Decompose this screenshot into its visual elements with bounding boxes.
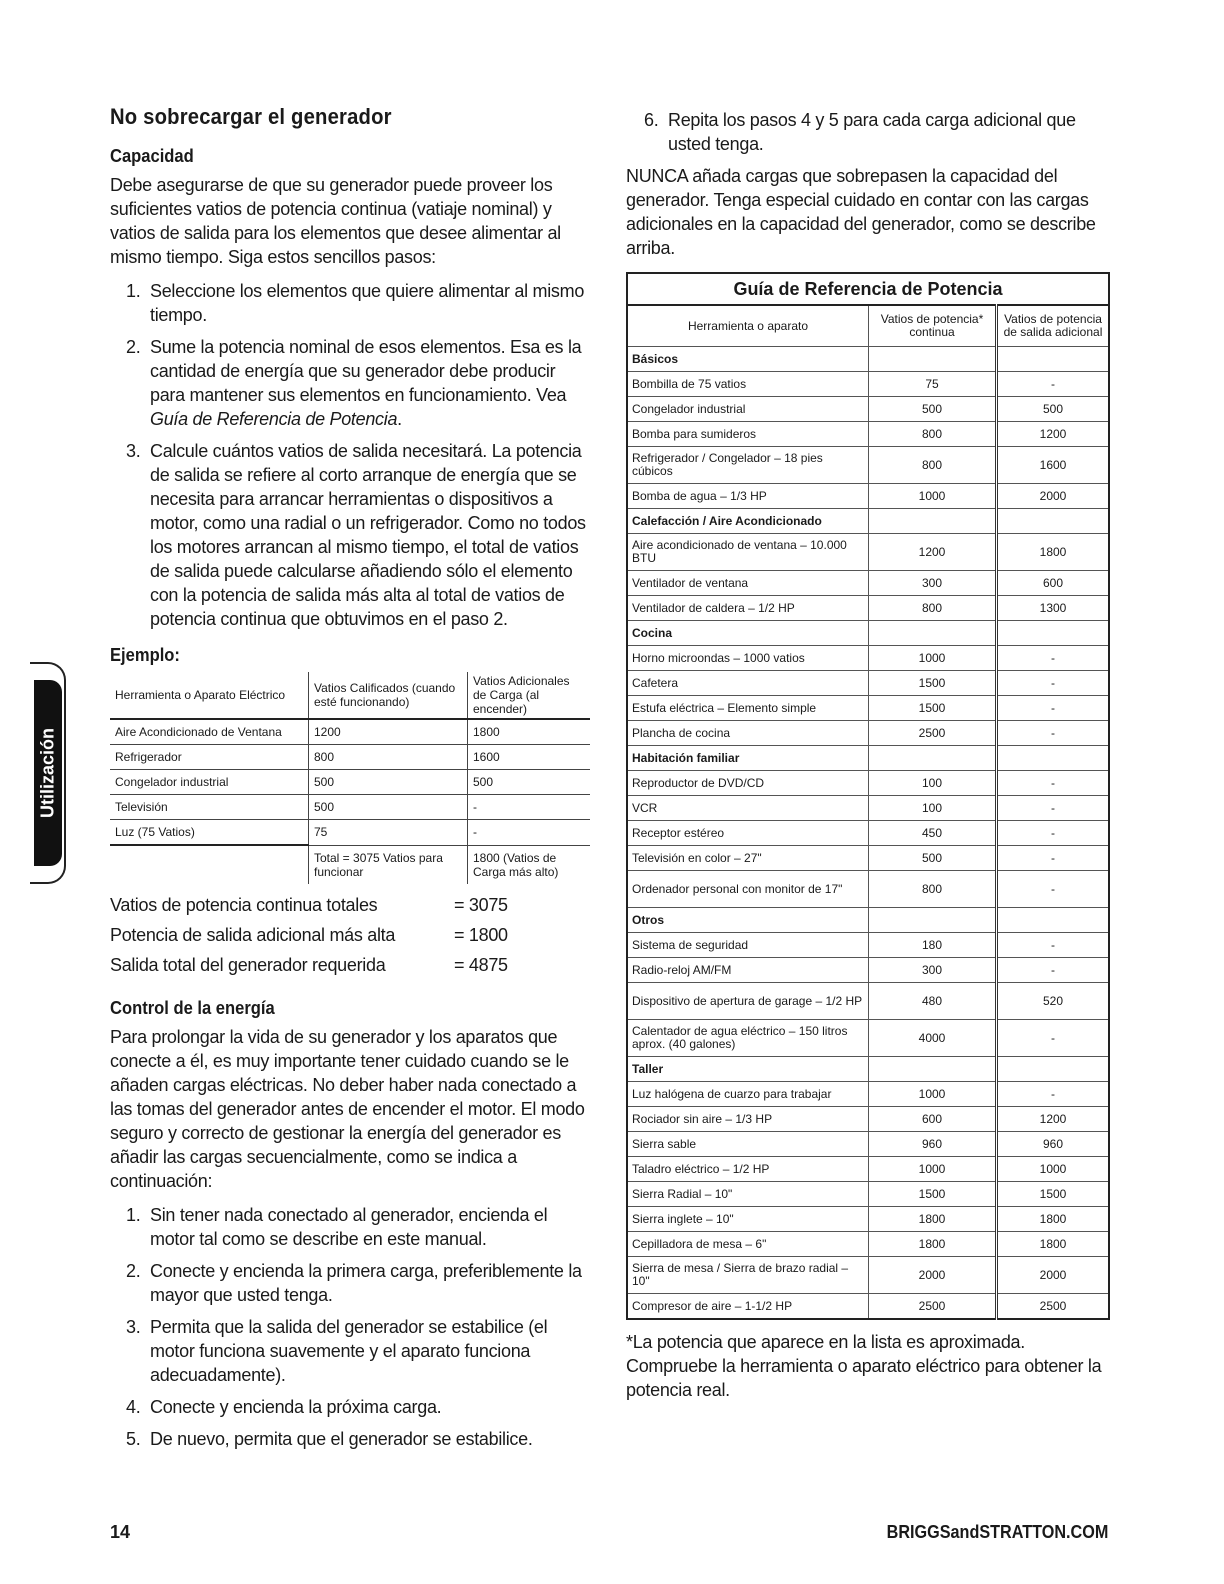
category-row bbox=[627, 621, 1109, 646]
starting-watts: 1800 bbox=[997, 1232, 1110, 1257]
control-steps bbox=[110, 1203, 590, 1451]
category-label: Taller bbox=[627, 1057, 869, 1082]
appliance-name: Sierra Radial – 10" bbox=[627, 1182, 869, 1207]
appliance-name: Receptor estéreo bbox=[627, 821, 869, 846]
category-label: Básicos bbox=[627, 347, 869, 372]
control-title: Control de la energía bbox=[110, 998, 275, 1018]
table-row bbox=[627, 1207, 1109, 1232]
starting-watts: - bbox=[997, 871, 1110, 908]
control-step: 5. De nuevo, permita que el generador se estabilice. bbox=[126, 1429, 533, 1449]
category-row bbox=[627, 746, 1109, 771]
appliance-name: Luz halógena de cuarzo para trabajar bbox=[627, 1082, 869, 1107]
capacidad-step: 3. Calcule cuántos vatios de salida necesitará. La potencia de salida se refiere al corto arranque de energía que se necesita para arrancar herramientas o dispositivos a motor, como una radial o un refrigerador. Como no todos los motores arrancan al mismo tiempo, el total de vatios de salida puede calcularse añadiendo sólo el elemento con la potencia de salida más alta al total de vatios de potencia continua que obtuvimos en el paso 2. bbox=[126, 441, 586, 629]
running-watts: 480 bbox=[869, 983, 997, 1020]
control-intro: Para prolongar la vida de su generador y los aparatos que conecte a él, es muy importante tener cuidado cuando se le añaden cargas eléctricas. No deber haber nada conectado a las tomas del generador antes de encender el motor. El modo seguro y correcto de gestionar la energía del generador es añadir las cargas secuencialmente, como se indica a continuación: bbox=[110, 1027, 585, 1191]
running-watts: 4000 bbox=[869, 1020, 997, 1057]
starting-watts: - bbox=[997, 771, 1110, 796]
table-row bbox=[627, 1257, 1109, 1294]
table-total-row: Total = 3075 Vatios para funcionar 1800 (Vatios de Carga más alto) bbox=[110, 845, 590, 884]
appliance-name: Congelador industrial bbox=[627, 397, 869, 422]
appliance-name: Sistema de seguridad bbox=[627, 933, 869, 958]
footer-url: BRIGGSandSTRATTON.COM bbox=[886, 1522, 1108, 1542]
starting-watts: - bbox=[997, 646, 1110, 671]
running-watts: 800 bbox=[869, 422, 997, 447]
running-watts: 2500 bbox=[869, 1294, 997, 1320]
running-watts: 500 bbox=[869, 846, 997, 871]
table-row bbox=[627, 646, 1109, 671]
running-watts: 1500 bbox=[869, 696, 997, 721]
footnote: *La potencia que aparece en la lista es aproximada. Compruebe la herramienta o aparato eléctrico para obtener la potencia real. bbox=[626, 1332, 1102, 1400]
starting-watts: - bbox=[997, 846, 1110, 871]
section-tab bbox=[30, 662, 66, 884]
starting-watts: 2000 bbox=[997, 484, 1110, 509]
reference-table-title-row bbox=[627, 273, 1109, 305]
totals-summary bbox=[110, 890, 590, 980]
control-step: 6. Repita los pasos 4 y 5 para cada carga adicional que usted tenga. bbox=[644, 110, 1076, 154]
appliance-name: Rociador sin aire – 1/3 HP bbox=[627, 1107, 869, 1132]
starting-watts: 500 bbox=[997, 397, 1110, 422]
appliance-name: Bombilla de 75 vatios bbox=[627, 372, 869, 397]
table-row bbox=[627, 447, 1109, 484]
category-label: Habitación familiar bbox=[627, 746, 869, 771]
header-cell: Herramienta o aparato bbox=[627, 305, 869, 347]
running-watts: 450 bbox=[869, 821, 997, 846]
appliance-name: Plancha de cocina bbox=[627, 721, 869, 746]
starting-watts: 600 bbox=[997, 571, 1110, 596]
header-cell: Vatios de potencia* continua bbox=[869, 305, 997, 347]
ejemplo-title: Ejemplo: bbox=[110, 645, 180, 665]
control-step: 1. Sin tener nada conectado al generador, encienda el motor tal como se describe en este manual. bbox=[126, 1205, 548, 1249]
table-row bbox=[627, 846, 1109, 871]
table-row bbox=[627, 933, 1109, 958]
category-label: Cocina bbox=[627, 621, 869, 646]
table-row bbox=[627, 571, 1109, 596]
table-row bbox=[627, 422, 1109, 447]
appliance-name: Dispositivo de apertura de garage – 1/2 HP bbox=[627, 983, 869, 1020]
running-watts: 1000 bbox=[869, 646, 997, 671]
starting-watts: 1500 bbox=[997, 1182, 1110, 1207]
running-watts: 100 bbox=[869, 796, 997, 821]
appliance-name: Estufa eléctrica – Elemento simple bbox=[627, 696, 869, 721]
category-row bbox=[627, 908, 1109, 933]
table-row bbox=[627, 671, 1109, 696]
table-row bbox=[627, 796, 1109, 821]
overload-warning: NUNCA añada cargas que sobrepasen la capacidad del generador. Tenga especial cuidado en contar con las cargas adicionales en la capacidad del generador, como se describe arriba. bbox=[626, 166, 1096, 258]
table-row bbox=[627, 372, 1109, 397]
starting-watts: 2500 bbox=[997, 1294, 1110, 1320]
running-watts: 180 bbox=[869, 933, 997, 958]
table-row bbox=[627, 871, 1109, 908]
running-watts: 2000 bbox=[869, 1257, 997, 1294]
table-row bbox=[627, 484, 1109, 509]
starting-watts: 2000 bbox=[997, 1257, 1110, 1294]
page-heading: No sobrecargar el generador bbox=[110, 104, 392, 129]
category-row bbox=[627, 509, 1109, 534]
right-column bbox=[626, 104, 1110, 1412]
appliance-name: Ordenador personal con monitor de 17" bbox=[627, 871, 869, 908]
reference-table bbox=[626, 272, 1110, 1320]
capacidad-title: Capacidad bbox=[110, 146, 194, 166]
category-row bbox=[627, 1057, 1109, 1082]
starting-watts: 1000 bbox=[997, 1157, 1110, 1182]
running-watts: 960 bbox=[869, 1132, 997, 1157]
table-row bbox=[627, 958, 1109, 983]
appliance-name: Televisión en color – 27" bbox=[627, 846, 869, 871]
header-cell: Vatios de potencia de salida adicional bbox=[997, 305, 1110, 347]
running-watts: 1200 bbox=[869, 534, 997, 571]
example-table-header bbox=[110, 672, 590, 719]
starting-watts: 1800 bbox=[997, 1207, 1110, 1232]
appliance-name: Ventilador de caldera – 1/2 HP bbox=[627, 596, 869, 621]
section-tab-fill bbox=[34, 680, 62, 866]
appliance-name: Bomba para sumideros bbox=[627, 422, 869, 447]
starting-watts: - bbox=[997, 821, 1110, 846]
appliance-name: Refrigerador / Congelador – 18 pies cúbicos bbox=[627, 447, 869, 484]
running-watts: 800 bbox=[869, 596, 997, 621]
starting-watts: - bbox=[997, 933, 1110, 958]
table-row: Refrigerador 800 1600 bbox=[110, 745, 590, 770]
capacidad-steps bbox=[110, 279, 590, 631]
starting-watts: - bbox=[997, 1020, 1110, 1057]
starting-watts: - bbox=[997, 1082, 1110, 1107]
table-row bbox=[627, 771, 1109, 796]
running-watts: 300 bbox=[869, 958, 997, 983]
reference-table-header bbox=[627, 305, 1109, 347]
running-watts: 100 bbox=[869, 771, 997, 796]
totals-row: Potencia de salida adicional más alta = 1800 bbox=[110, 925, 508, 945]
capacidad-step: 2. Sume la potencia nominal de esos elementos. Esa es la cantidad de energía que su generador debe producir para mantener sus elementos en funcionamiento. Vea Guía de Referencia de Potencia. bbox=[126, 337, 582, 429]
table-row bbox=[627, 1232, 1109, 1257]
totals-row: Salida total del generador requerida = 4875 bbox=[110, 955, 508, 975]
appliance-name: Cepilladora de mesa – 6" bbox=[627, 1232, 869, 1257]
category-label: Calefacción / Aire Acondicionado bbox=[627, 509, 869, 534]
category-row bbox=[627, 347, 1109, 372]
table-row: Luz (75 Vatios) 75 - bbox=[110, 820, 590, 846]
starting-watts: - bbox=[997, 721, 1110, 746]
table-row bbox=[627, 696, 1109, 721]
appliance-name: Horno microondas – 1000 vatios bbox=[627, 646, 869, 671]
starting-watts: 520 bbox=[997, 983, 1110, 1020]
starting-watts: 1200 bbox=[997, 422, 1110, 447]
running-watts: 300 bbox=[869, 571, 997, 596]
starting-watts: 1300 bbox=[997, 596, 1110, 621]
table-row bbox=[627, 721, 1109, 746]
starting-watts: 1200 bbox=[997, 1107, 1110, 1132]
starting-watts: 1800 bbox=[997, 534, 1110, 571]
table-row bbox=[627, 1107, 1109, 1132]
running-watts: 800 bbox=[869, 447, 997, 484]
table-row bbox=[627, 596, 1109, 621]
appliance-name: Sierra sable bbox=[627, 1132, 869, 1157]
running-watts: 1500 bbox=[869, 1182, 997, 1207]
appliance-name: Taladro eléctrico – 1/2 HP bbox=[627, 1157, 869, 1182]
appliance-name: VCR bbox=[627, 796, 869, 821]
header-cell: Herramienta o Aparato Eléctrico bbox=[110, 672, 309, 719]
reference-table-title: Guía de Referencia de Potencia bbox=[627, 273, 1109, 305]
capacidad-step: 1. Seleccione los elementos que quiere alimentar al mismo tiempo. bbox=[126, 281, 585, 325]
running-watts: 500 bbox=[869, 397, 997, 422]
running-watts: 1000 bbox=[869, 484, 997, 509]
appliance-name: Cafetera bbox=[627, 671, 869, 696]
running-watts: 1000 bbox=[869, 1082, 997, 1107]
capacidad-intro: Debe asegurarse de que su generador puede proveer los suficientes vatios de potencia continua (vatiaje nominal) y vatios de salida para los elementos que desee alimentar al mismo tiempo. Siga estos sencillos pasos: bbox=[110, 175, 561, 267]
running-watts: 1500 bbox=[869, 671, 997, 696]
table-row: Televisión 500 - bbox=[110, 795, 590, 820]
totals-row: Vatios de potencia continua totales = 3075 bbox=[110, 895, 508, 915]
section-tab-label: Utilización bbox=[37, 727, 58, 819]
page-number: 14 bbox=[110, 1522, 131, 1542]
running-watts: 600 bbox=[869, 1107, 997, 1132]
table-row bbox=[627, 1132, 1109, 1157]
left-column bbox=[110, 104, 590, 1459]
running-watts: 1800 bbox=[869, 1207, 997, 1232]
control-step: 4. Conecte y encienda la próxima carga. bbox=[126, 1397, 442, 1417]
running-watts: 2500 bbox=[869, 721, 997, 746]
control-step: 2. Conecte y encienda la primera carga, preferiblemente la mayor que usted tenga. bbox=[126, 1261, 582, 1305]
starting-watts: - bbox=[997, 958, 1110, 983]
appliance-name: Ventilador de ventana bbox=[627, 571, 869, 596]
table-row: Congelador industrial 500 500 bbox=[110, 770, 590, 795]
header-cell: Vatios Adicionales de Carga (al encender) bbox=[468, 672, 591, 719]
appliance-name: Aire acondicionado de ventana – 10.000 BTU bbox=[627, 534, 869, 571]
appliance-name: Calentador de agua eléctrico – 150 litros aprox. (40 galones) bbox=[627, 1020, 869, 1057]
appliance-name: Sierra de mesa / Sierra de brazo radial – 10" bbox=[627, 1257, 869, 1294]
table-row bbox=[627, 397, 1109, 422]
control-steps-continued bbox=[626, 108, 1110, 156]
example-table bbox=[110, 672, 590, 884]
table-row bbox=[627, 1294, 1109, 1320]
running-watts: 1800 bbox=[869, 1232, 997, 1257]
starting-watts: - bbox=[997, 671, 1110, 696]
table-row: Aire Acondicionado de Ventana 1200 1800 bbox=[110, 719, 590, 745]
table-row bbox=[627, 1082, 1109, 1107]
starting-watts: 960 bbox=[997, 1132, 1110, 1157]
starting-watts: 1600 bbox=[997, 447, 1110, 484]
starting-watts: - bbox=[997, 696, 1110, 721]
control-step: 3. Permita que la salida del generador se estabilice (el motor funciona suavemente y el aparato funciona adecuadamente). bbox=[126, 1317, 548, 1385]
starting-watts: - bbox=[997, 796, 1110, 821]
table-row bbox=[627, 821, 1109, 846]
table-row bbox=[627, 1020, 1109, 1057]
running-watts: 75 bbox=[869, 372, 997, 397]
appliance-name: Sierra inglete – 10" bbox=[627, 1207, 869, 1232]
starting-watts: - bbox=[997, 372, 1110, 397]
table-row bbox=[627, 1182, 1109, 1207]
running-watts: 1000 bbox=[869, 1157, 997, 1182]
appliance-name: Compresor de aire – 1-1/2 HP bbox=[627, 1294, 869, 1320]
appliance-name: Radio-reloj AM/FM bbox=[627, 958, 869, 983]
table-row bbox=[627, 534, 1109, 571]
running-watts: 800 bbox=[869, 871, 997, 908]
table-row bbox=[627, 1157, 1109, 1182]
header-cell: Vatios Calificados (cuando esté funcionando) bbox=[309, 672, 468, 719]
table-row bbox=[627, 983, 1109, 1020]
appliance-name: Reproductor de DVD/CD bbox=[627, 771, 869, 796]
appliance-name: Bomba de agua – 1/3 HP bbox=[627, 484, 869, 509]
category-label: Otros bbox=[627, 908, 869, 933]
